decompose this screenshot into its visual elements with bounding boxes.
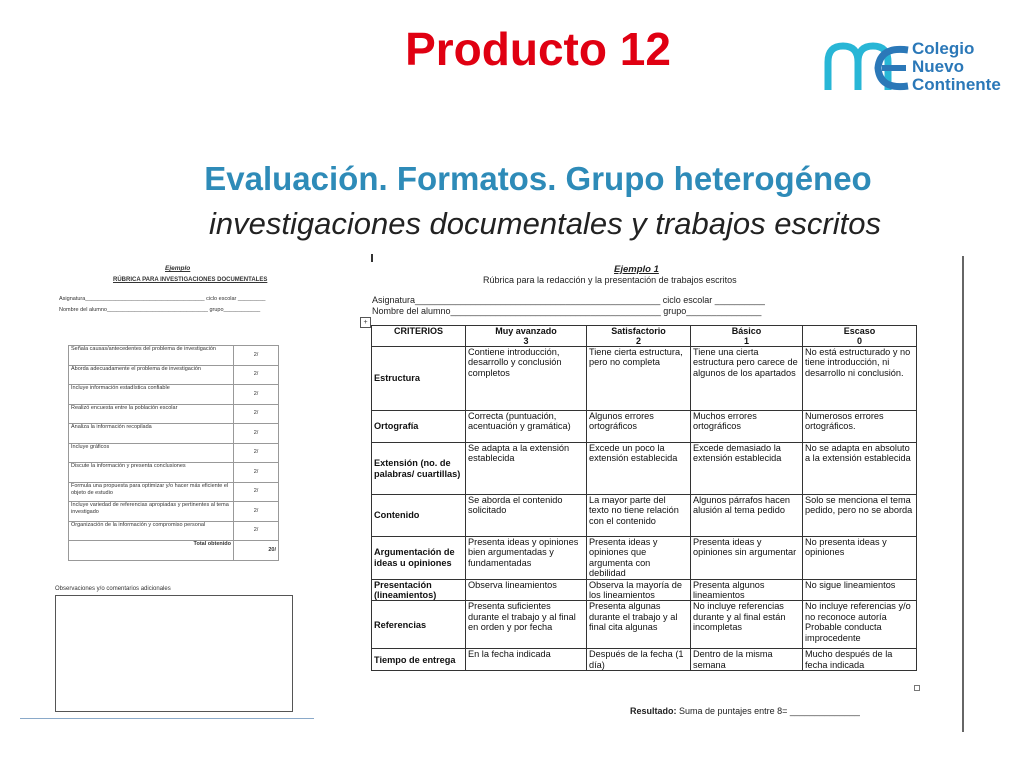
level-cell: Excede un poco la extensión establecida: [587, 443, 691, 495]
observaciones-box: [55, 595, 293, 712]
criterion-cell: Incluye variedad de referencias apropiadas y pertinentes al tema investigado: [69, 502, 234, 522]
column-header-label: CRITERIOS: [393, 326, 443, 336]
table-row: [372, 495, 917, 537]
table-row: [69, 424, 279, 444]
criterion-cell: Discute la información y presenta conclusiones: [69, 463, 234, 483]
header-row: [372, 326, 917, 347]
level-cell: Presenta ideas y opiniones sin argumentar: [691, 537, 803, 580]
level-cell: Tiene cierta estructura, pero no completa: [587, 347, 691, 411]
table-row: [69, 521, 279, 541]
column-header-label: Escaso: [843, 326, 876, 336]
level-cell: Presenta ideas y opiniones que argumenta con debilidad: [587, 537, 691, 580]
total-value: 20/: [234, 541, 279, 561]
points-cell: 2/: [234, 443, 279, 463]
column-header-score: 0: [856, 336, 862, 346]
right-asignatura-line: Asignatura_________________________________________________ ciclo escolar __________: [372, 295, 765, 305]
column-header: [466, 326, 587, 347]
column-header-label: Básico: [731, 326, 762, 336]
table-row: [69, 365, 279, 385]
left-asignatura-line: Asignatura_______________________________________ ciclo escolar _________: [59, 296, 266, 302]
level-cell: Dentro de la misma semana: [691, 649, 803, 671]
table-row: [372, 411, 917, 443]
text-cursor: [371, 254, 373, 262]
column-header-label: Satisfactorio: [611, 326, 666, 336]
page-edge-line: [962, 256, 964, 732]
level-cell: No incluye referencias y/o no reconoce autoría Probable conducta improcedente: [803, 601, 917, 649]
level-cell: Presenta algunas durante el trabajo y al final cita algunas: [587, 601, 691, 649]
total-row: [69, 541, 279, 561]
footer-divider: [20, 718, 314, 719]
criterion-cell: Señala causas/antecedentes del problema de investigación: [69, 346, 234, 366]
criterion-cell: Contenido: [372, 495, 466, 537]
points-cell: 2/: [234, 365, 279, 385]
right-ejemplo-label: Ejemplo 1: [614, 264, 659, 275]
table-move-handle-icon[interactable]: +: [360, 317, 371, 328]
slide-title: Producto 12: [405, 23, 671, 75]
column-header-score: 1: [743, 336, 749, 346]
level-cell: Algunos errores ortográficos: [587, 411, 691, 443]
level-cell: Presenta suficientes durante el trabajo y al final en orden y por fecha: [466, 601, 587, 649]
criterion-cell: Argumentación de ideas u opiniones: [372, 537, 466, 580]
level-cell: No presenta ideas y opiniones: [803, 537, 917, 580]
right-rubric-title: Rúbrica para la redacción y la presentación de trabajos escritos: [483, 275, 737, 285]
criterion-cell: Analiza la información recopilada: [69, 424, 234, 444]
points-cell: 2/: [234, 424, 279, 444]
criterion-cell: Extensión (no. de palabras/ cuartillas): [372, 443, 466, 495]
points-cell: 2/: [234, 463, 279, 483]
table-row: [372, 537, 917, 580]
total-label: Total obtenido: [69, 541, 234, 561]
colegio-logo: [824, 40, 1014, 96]
level-cell: Presenta algunos lineamientos: [691, 579, 803, 601]
table-row: [372, 347, 917, 411]
criterion-cell: Estructura: [372, 347, 466, 411]
level-cell: No se adapta en absoluto a la extensión establecida: [803, 443, 917, 495]
points-cell: 2/: [234, 521, 279, 541]
level-cell: Observa la mayoría de los lineamientos: [587, 579, 691, 601]
table-row: [69, 404, 279, 424]
criterion-cell: Tiempo de entrega: [372, 649, 466, 671]
left-rubric-table: [68, 345, 279, 561]
level-cell: Después de la fecha (1 día): [587, 649, 691, 671]
criterion-cell: Ortografía: [372, 411, 466, 443]
resultado-text: Suma de puntajes entre 8= ______________: [679, 706, 860, 716]
table-row: [69, 443, 279, 463]
table-row: [69, 346, 279, 366]
level-cell: No sigue lineamientos: [803, 579, 917, 601]
level-cell: Se aborda el contenido solicitado: [466, 495, 587, 537]
criterion-cell: Presentación (lineamientos): [372, 579, 466, 601]
logo-line-2: Nuevo: [912, 57, 964, 76]
criterion-cell: Incluye gráficos: [69, 443, 234, 463]
table-row: [69, 463, 279, 483]
level-cell: Solo se menciona el tema pedido, pero no se aborda: [803, 495, 917, 537]
level-cell: Tiene una cierta estructura pero carece de algunos de los apartados: [691, 347, 803, 411]
level-cell: No está estructurado y no tiene introducción, ni desarrollo ni conclusión.: [803, 347, 917, 411]
table-row: [372, 443, 917, 495]
table-row: [372, 601, 917, 649]
level-cell: Excede demasiado la extensión establecida: [691, 443, 803, 495]
resultado-label: Resultado:: [630, 706, 677, 716]
points-cell: 2/: [234, 502, 279, 522]
column-header: [587, 326, 691, 347]
logo-mark-icon: [824, 40, 910, 96]
column-header-score: 3: [523, 336, 529, 346]
observaciones-label: Observaciones y/o comentarios adicionales: [55, 586, 171, 592]
points-cell: 2/: [234, 385, 279, 405]
level-cell: En la fecha indicada: [466, 649, 587, 671]
left-rubric-title: RÚBRICA PARA INVESTIGACIONES DOCUMENTALES: [113, 277, 268, 283]
right-rubric-table: [371, 325, 917, 671]
criterion-cell: Organización de la información y compromiso personal: [69, 521, 234, 541]
table-row: [69, 482, 279, 502]
level-cell: Presenta ideas y opiniones bien argumentadas y fundamentadas: [466, 537, 587, 580]
points-cell: 2/: [234, 482, 279, 502]
level-cell: Algunos párrafos hacen alusión al tema pedido: [691, 495, 803, 537]
column-header: [372, 326, 466, 347]
level-cell: Contiene introducción, desarrollo y conclusión completos: [466, 347, 587, 411]
points-cell: 2/: [234, 346, 279, 366]
subtitle-line-1: Evaluación. Formatos. Grupo heterogéneo: [204, 160, 872, 197]
level-cell: Muchos errores ortográficos: [691, 411, 803, 443]
left-ejemplo-label: Ejemplo: [165, 265, 191, 272]
column-header-label: Muy avanzado: [495, 326, 557, 336]
level-cell: Observa lineamientos: [466, 579, 587, 601]
table-row: [372, 579, 917, 601]
resultado-line: [630, 706, 860, 716]
criterion-cell: Referencias: [372, 601, 466, 649]
level-cell: Se adapta a la extensión establecida: [466, 443, 587, 495]
level-cell: Correcta (puntuación, acentuación y gramática): [466, 411, 587, 443]
right-nombre-line: Nombre del alumno__________________________________________ grupo_______________: [372, 306, 762, 316]
table-resize-handle-icon[interactable]: [914, 685, 920, 691]
level-cell: Numerosos errores ortográficos.: [803, 411, 917, 443]
criterion-cell: Realizó encuesta entre la población escolar: [69, 404, 234, 424]
logo-line-3: Continente: [912, 75, 1001, 94]
criterion-cell: Incluye información estadística confiable: [69, 385, 234, 405]
level-cell: Mucho después de la fecha indicada: [803, 649, 917, 671]
level-cell: La mayor parte del texto no tiene relación con el contenido: [587, 495, 691, 537]
criterion-cell: Aborda adecuadamente el problema de investigación: [69, 365, 234, 385]
logo-text: [912, 40, 1001, 94]
column-header: [691, 326, 803, 347]
table-row: [372, 649, 917, 671]
subtitle-line-2: investigaciones documentales y trabajos escritos: [208, 206, 881, 241]
level-cell: No incluye referencias durante y al final están incompletas: [691, 601, 803, 649]
logo-line-1: Colegio: [912, 39, 975, 58]
left-nombre-line: Nombre del alumno_________________________________ grupo____________: [59, 307, 261, 313]
criterion-cell: Formula una propuesta para optimizar y/o hacer más eficiente el objeto de estudio: [69, 482, 234, 502]
table-row: [69, 385, 279, 405]
points-cell: 2/: [234, 404, 279, 424]
column-header-score: 2: [635, 336, 641, 346]
column-header: [803, 326, 917, 347]
table-row: [69, 502, 279, 522]
